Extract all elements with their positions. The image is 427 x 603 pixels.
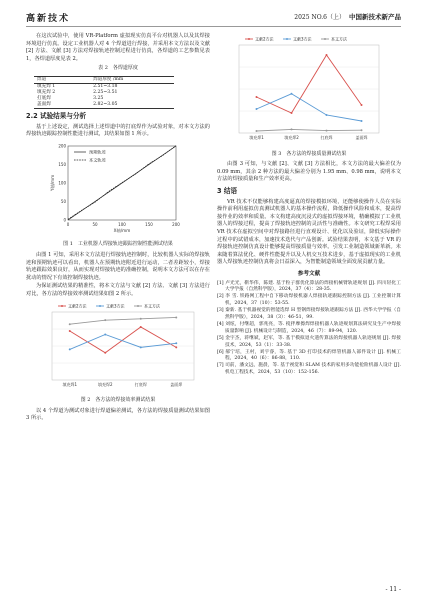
data-point [361, 120, 363, 122]
x-tick-label: 盖面焊 [170, 381, 183, 387]
thickness-table [34, 76, 174, 109]
reference-item: [4] 刘炫，付继超，郭兆亮，等. 搅拌摩擦焊焊接机器人轨迹规划算法研究及生产中焊接质量影响 [J]. 机械设计与制造，2024，46（7）：89-94，120. [217, 321, 401, 334]
paragraph: 基于上述设定，测试选择上述焊道中的打底焊作为试验对象，对本文方法的焊接轨迹跟踪控制性能进行测试，其结果如图 1 所示。 [26, 123, 210, 138]
legend-label: 文献2方法 [255, 36, 274, 42]
table-header: 焊道 [34, 76, 90, 83]
data-point [326, 114, 328, 116]
table-caption: 表 2 各焊道厚度 [98, 65, 138, 72]
table-row [34, 102, 174, 109]
data-point [175, 346, 177, 348]
reference-item: [3] 秦新. 基于机器视觉的智能选焊 H 型钢焊接焊接轨迹跟踪方法 [J]. 西华大学学报（自然科学版），2024，38（3）：46-51，99. [217, 308, 401, 321]
paragraph: VR 技术不仅能够构建高度逼真的焊接模拟环境，还能够使操作人员在实际操作前利用虚拟仿真测试机器人的基本操作流程，降低操作风险和成本，提高焊接作业的效率和质量。本文构建高度沉浸式的虚拟焊接环境，精确模拟了工业机器人的焊接过程，提高了焊接轨迹控制的灵活性与准确性。本文研究工程焊采用 VR 技术在虚拟空间中对焊接路径进行直观设计、优化以及验证，降低实际操作过程中的试错成本，加速技术迭代与产品创新。试验结果表明，本文基于 VR 的焊接轨迹控制仿真设计能够提高焊接质量与效率。引发工业制造领域新革新。未来随着算法优化、硬件性能提升以及人机交互技术进步，基于虚拟现实的工业机器人焊接轨迹控制仿真将会日益深入，为智能制造领域全面发展贡献力量。 [217, 198, 401, 266]
table-cell: 2.82~3.05 [90, 102, 174, 109]
data-point [361, 129, 363, 131]
data-point [175, 316, 177, 318]
figure-caption: 图 2 各方法的焊接效率测试结果 [80, 397, 156, 404]
x-tick-label: 150 [145, 221, 153, 227]
series-line-2 [70, 317, 177, 324]
left-column [26, 33, 210, 424]
paragraph: 在这次试验中，使用 VR-Platform 虚拟现实仿真平台对机器人以及其焊接环境进行仿真。设定工业机器人对 4 个焊道进行焊接，并采用本文方法以及文献 [2] 方法、文献 [3] 方法对焊接轨迹控制过程进行仿真，各焊道的工艺参数见表 1，各焊道厚度见表 2。 [26, 33, 210, 62]
paragraph: 以 4 个焊道为测试对象进行焊道偏差测试，各方法的焊接质量测试结果如图 3 所示。 [26, 407, 210, 422]
issue-number: 2025 NO.6（上） [294, 14, 345, 21]
x-axis-label: X轴/mm [113, 227, 131, 233]
data-point [291, 93, 293, 95]
series-line-0 [70, 326, 177, 352]
reference-item: [1] 卢光光，靳华伟，陈建. 基于粒子群优化算法的焊接机械臂轨迹规划 [J]. 四川轻化工大学学报（自然科学版），2024，37（4）：28-35. [217, 280, 401, 293]
table-header: 焊道厚度 /mm [90, 76, 174, 83]
legend-marker [61, 305, 63, 307]
series-line-1 [68, 145, 176, 219]
reference-item: [7] 司前，潘文远，施晨，等. 基于视觉和 SLAM 技术的家用多功能抢险机器人设计 [J]. 机电工程技术，2024，53（10）：152-156. [217, 363, 401, 376]
table-header-row [34, 76, 174, 83]
data-point [291, 112, 293, 114]
x-tick-label: 200 [172, 221, 180, 227]
data-point [69, 323, 71, 325]
x-tick-label: 打底焊 [134, 381, 147, 387]
x-tick-label: 填充焊1 [62, 381, 78, 387]
data-point [256, 130, 258, 132]
series-line-1 [257, 94, 362, 121]
x-tick-label: 盖面焊 [355, 135, 368, 140]
data-point [104, 319, 106, 321]
legend-marker [286, 38, 288, 40]
page-number: - 11 - [385, 586, 401, 593]
efficiency-chart [26, 300, 210, 392]
references-title: 参考文献 [297, 270, 321, 277]
trajectory-chart [26, 140, 210, 236]
table-cell: 填充焊 1 [37, 83, 56, 89]
series-line-2 [257, 129, 362, 131]
legend-marker [248, 38, 250, 40]
data-point [291, 128, 293, 130]
data-point [361, 104, 363, 106]
data-point [104, 351, 106, 353]
table-cell: 盖面焊 [34, 102, 90, 109]
legend-label: 本文轨迹 [89, 157, 106, 163]
page-header [26, 10, 401, 27]
paragraph: 由图 1 可知，采用本文方法进行焊接轨迹控制时，比较机器人实际的焊接轨迹和预期轨迹可以看出，机器人在预期轨迹附近进行运动，二者差距较小，焊接轨迹跟踪效果良好，从而实现对焊接轨迹的准确控制，说明本文方法可以在存在扰动的情况下有效控制焊接轨迹。 [26, 251, 210, 281]
data-point [256, 108, 258, 110]
legend-marker [99, 305, 101, 307]
legend-label: 文献2方法 [68, 303, 87, 308]
data-point [69, 348, 71, 350]
journal-name-right: 中国新技术新产品 [349, 13, 401, 21]
paragraph: 由图 3 可知，与文献 [2]、文献 [3] 方法相比，本文方法的最大偏差仅为 0.09 mm，其余 2 种方法的最大偏差分别为 1.95 mm、0.98 mm，说明本文方法的焊接质量和生产效率更高。 [217, 161, 401, 183]
section-heading: 3 结语 [217, 186, 238, 195]
x-tick-label: 0 [66, 221, 70, 227]
table-cell: 3.25 [93, 95, 104, 101]
x-tick-label: 填充焊1 [249, 135, 264, 140]
y-tick-label: 100 [58, 180, 66, 186]
table-cell: 填充焊 2 [37, 89, 56, 95]
table-cell: 打底焊 [37, 95, 51, 101]
data-point [175, 342, 177, 344]
legend-label: 文献3方法 [293, 36, 312, 42]
figure-caption: 图 3 各方法的焊接质量测试结果 [271, 150, 347, 157]
legend-marker [324, 38, 326, 40]
data-point [69, 330, 71, 332]
legend-label: 预期轨迹 [89, 149, 106, 155]
x-tick-label: 填充焊2 [284, 135, 299, 140]
y-tick-label: 200 [58, 143, 66, 149]
reference-item: [5] 金宇杰，蒋继斌，赵军，等. 基于模拟退火遗传算法的焊接机器人轨迹规划 [J]. 焊接技术，2024，53（1）：33-38. [217, 335, 401, 348]
figure-caption: 图 1 工业机器人焊接轨迹跟踪控制性能测试结果 [63, 241, 173, 248]
journal-name-left: 高新技术 [26, 14, 71, 24]
data-point [326, 130, 328, 132]
table-cell: 2.25~3.51 [93, 89, 118, 95]
series-line-1 [70, 334, 177, 349]
x-tick-label: 50 [92, 221, 98, 227]
x-tick-label: 打底焊 [320, 135, 333, 140]
y-tick-label: 50 [60, 198, 66, 204]
reference-item: [6] 郝宁培，王村，刘宇睿，等. 基于 3D 打印技术的焊管机器人部件设计 [J]. 机械工程，2024，40（6）：86-88，110. [217, 349, 401, 362]
data-point [140, 346, 142, 348]
quality-chart [217, 33, 401, 145]
paragraph: 为保证测试结果的精准性，将本文方法与文献 [2] 方法、文献 [3] 方法进行对比，各方法的焊接效率测试结果如图 2 所示。 [26, 283, 210, 297]
data-point [140, 325, 142, 327]
data-point [326, 54, 328, 56]
reference-item: [2] 李 雪. 铁路网工程中自下移动焊接机器人焊接轨迹跟踪控制方法 [J]. 工业控制计算机，2024，37（10）：53-55. [217, 294, 401, 307]
data-point [140, 317, 142, 319]
legend-marker [137, 305, 139, 307]
x-tick-label: 填充焊2 [97, 381, 113, 387]
issue-info [294, 12, 401, 21]
data-point [104, 333, 106, 335]
y-axis-label: Y轴/mm [50, 174, 55, 191]
y-tick-label: 150 [58, 161, 66, 167]
x-tick-label: 100 [118, 221, 126, 227]
y-tick-label: 0 [63, 217, 66, 223]
table-cell: 2.51~3.18 [93, 83, 118, 89]
legend-label: 本文方法 [331, 36, 347, 42]
data-point [256, 96, 258, 98]
right-column [217, 33, 401, 377]
section-heading: 2.2 试验结果与分析 [26, 111, 87, 120]
legend-label: 本文方法 [144, 303, 160, 308]
legend-label: 文献3方法 [106, 303, 125, 308]
